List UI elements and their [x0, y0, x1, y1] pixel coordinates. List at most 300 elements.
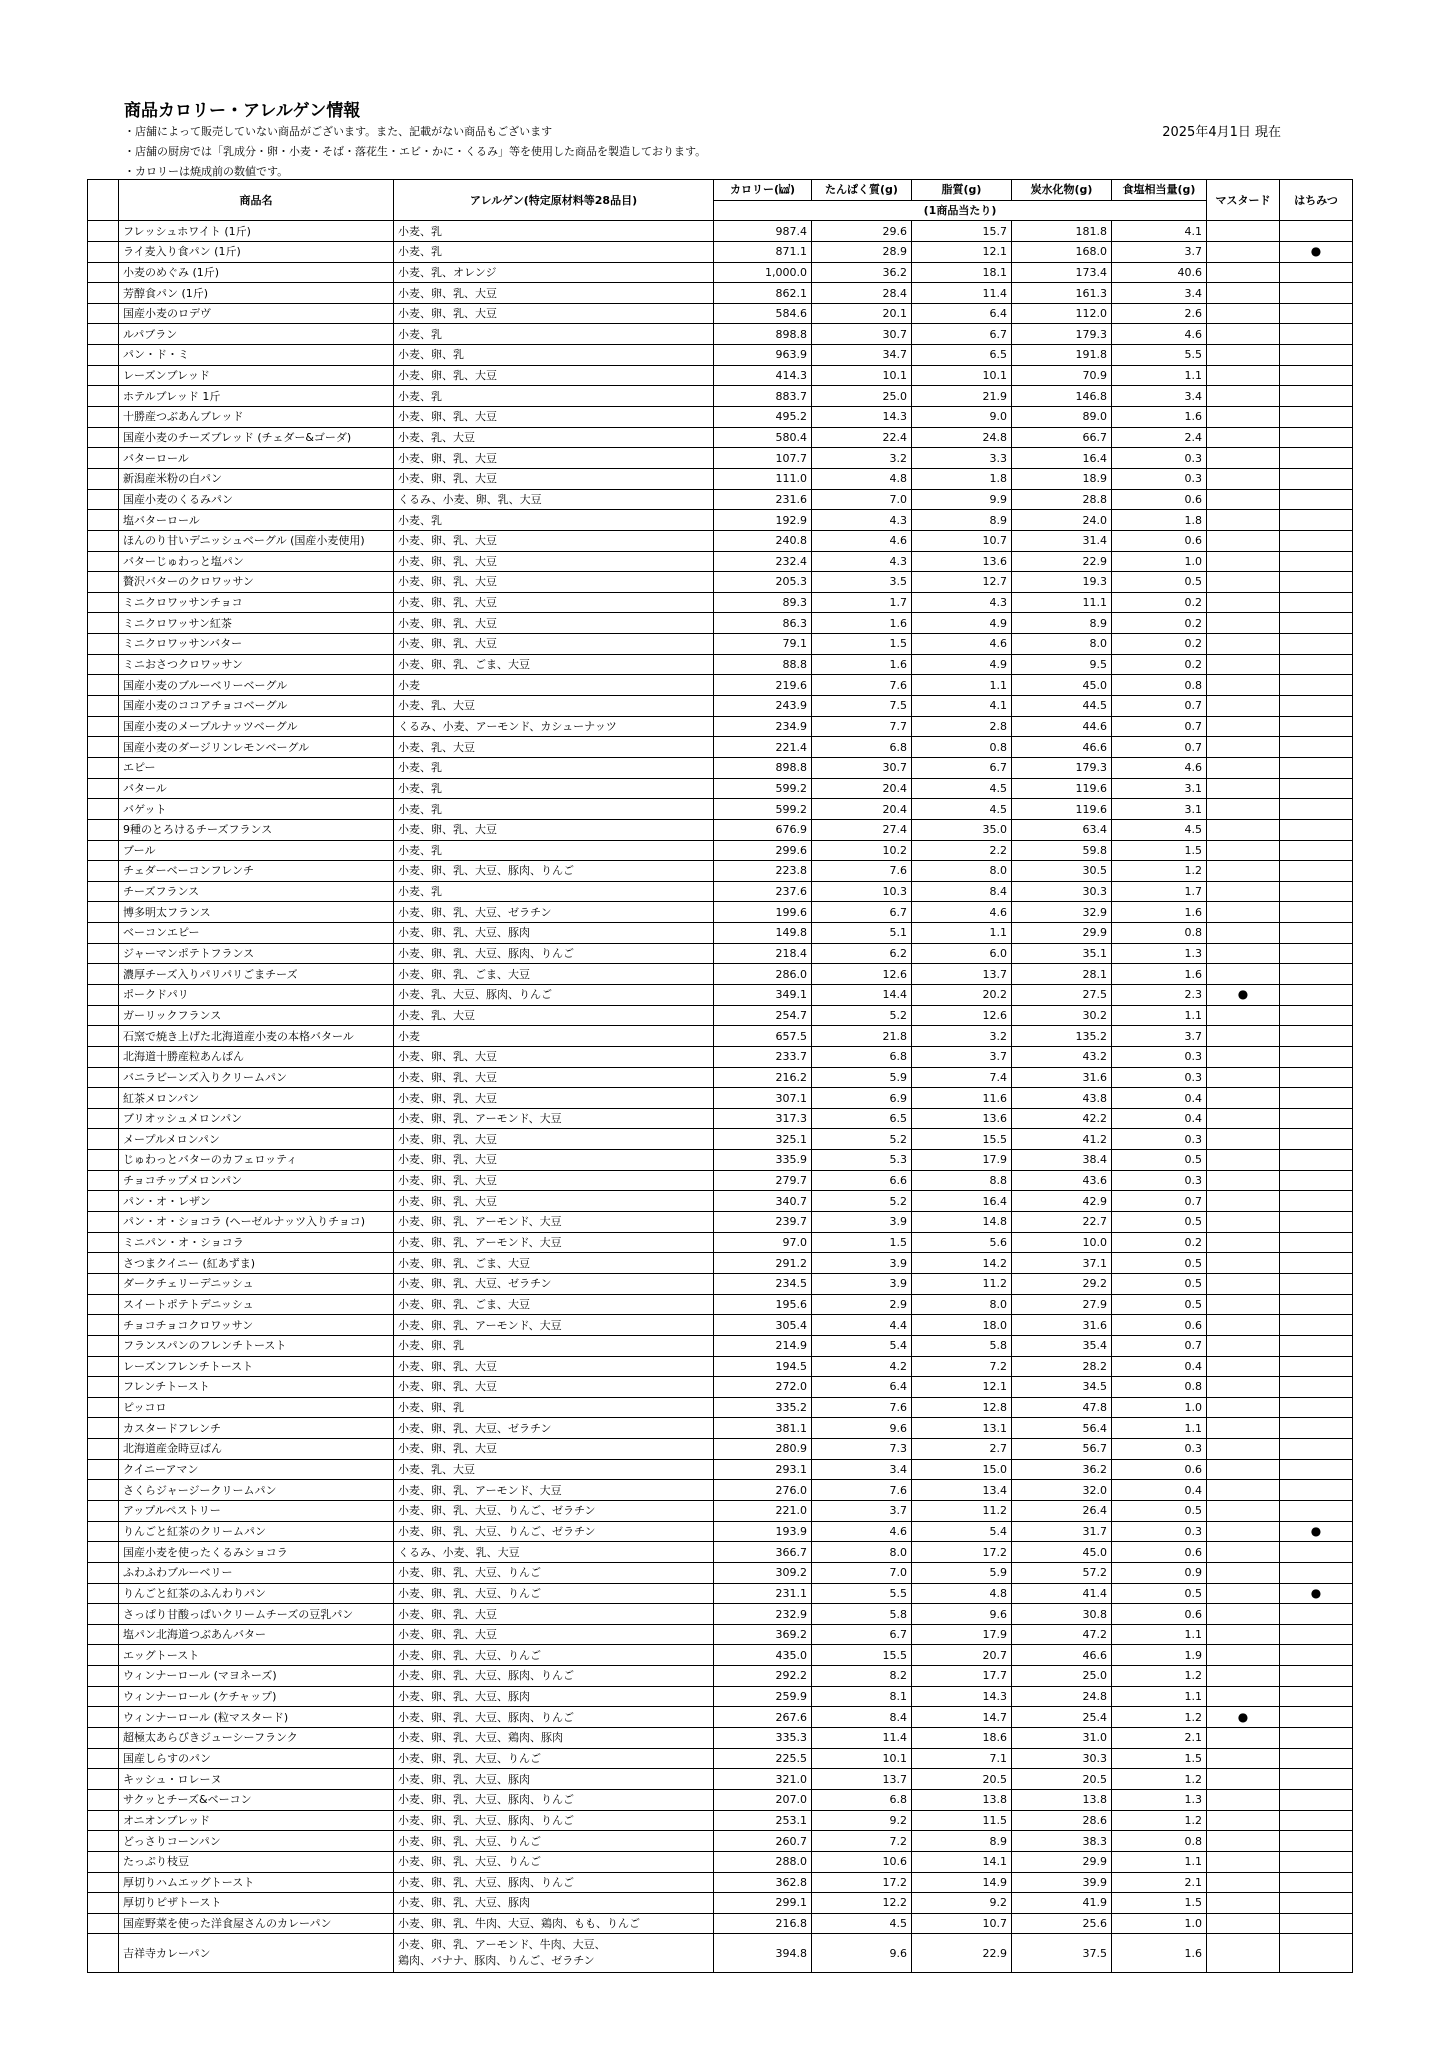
calorie-cell: 321.0: [714, 1769, 812, 1790]
product-name-cell: ふわふわブルーベリー: [119, 1562, 394, 1583]
table-row: [88, 1129, 1353, 1150]
salt-cell: 0.6: [1112, 1604, 1207, 1625]
product-name-cell: ブリオッシュメロンパン: [119, 1108, 394, 1129]
protein-cell: 20.4: [812, 799, 912, 820]
calorie-cell: 580.4: [714, 427, 812, 448]
row-index-cell: [88, 510, 119, 531]
table-row: [88, 634, 1353, 655]
allergen-cell: 小麦、乳: [394, 757, 714, 778]
calorie-cell: 88.8: [714, 654, 812, 675]
product-name-cell: 国産野菜を使った洋食屋さんのカレーパン: [119, 1913, 394, 1934]
protein-cell: 6.5: [812, 1108, 912, 1129]
fat-cell: 11.2: [912, 1273, 1012, 1294]
protein-cell: 11.4: [812, 1728, 912, 1749]
allergen-cell: 小麦、卵、乳、大豆: [394, 1088, 714, 1109]
salt-cell: 1.6: [1112, 1934, 1207, 1973]
honey-cell: [1280, 943, 1353, 964]
carbs-cell: 34.5: [1012, 1377, 1112, 1398]
fat-cell: 15.5: [912, 1129, 1012, 1150]
allergen-cell: 小麦、卵、乳: [394, 1397, 714, 1418]
fat-cell: 4.6: [912, 902, 1012, 923]
row-index-cell: [88, 1562, 119, 1583]
allergen-cell: 小麦、卵、乳、大豆、豚肉: [394, 1893, 714, 1914]
protein-cell: 10.6: [812, 1851, 912, 1872]
table-row: [88, 386, 1353, 407]
salt-cell: 0.8: [1112, 675, 1207, 696]
table-row: [88, 1088, 1353, 1109]
allergen-line: 鶏肉、バナナ、豚肉、りんご、ゼラチン: [398, 1954, 595, 1968]
carbs-cell: 179.3: [1012, 324, 1112, 345]
calorie-cell: 325.1: [714, 1129, 812, 1150]
row-index-cell: [88, 1501, 119, 1522]
fat-cell: 4.1: [912, 696, 1012, 717]
fat-cell: 17.2: [912, 1542, 1012, 1563]
fat-cell: 14.8: [912, 1212, 1012, 1233]
salt-cell: 1.6: [1112, 964, 1207, 985]
honey-cell: [1280, 1397, 1353, 1418]
allergen-cell: 小麦、卵、乳、大豆: [394, 468, 714, 489]
honey-cell: [1280, 964, 1353, 985]
product-name-cell: 国産小麦のロデヴ: [119, 303, 394, 324]
mustard-cell: [1207, 1356, 1280, 1377]
honey-cell: [1280, 1335, 1353, 1356]
product-name-cell: バターロール: [119, 448, 394, 469]
mustard-cell: [1207, 386, 1280, 407]
carbs-cell: 29.2: [1012, 1273, 1112, 1294]
note-2: ・店舗の厨房では「乳成分・卵・小麦・そば・落花生・エビ・かに・くるみ」等を使用した商品を製造しております。: [124, 145, 707, 158]
allergen-cell: 小麦、卵、乳、大豆、ゼラチン: [394, 902, 714, 923]
table-row: [88, 1377, 1353, 1398]
salt-cell: 0.6: [1112, 1542, 1207, 1563]
fat-cell: 14.3: [912, 1686, 1012, 1707]
mustard-cell: [1207, 365, 1280, 386]
row-index-cell: [88, 943, 119, 964]
protein-cell: 7.6: [812, 861, 912, 882]
allergen-cell: 小麦、卵、乳、大豆: [394, 365, 714, 386]
salt-cell: 0.5: [1112, 1294, 1207, 1315]
allergen-cell: 小麦、乳、大豆: [394, 737, 714, 758]
protein-cell: 6.8: [812, 737, 912, 758]
row-index-cell: [88, 468, 119, 489]
row-index-cell: [88, 1707, 119, 1728]
honey-cell: [1280, 716, 1353, 737]
honey-cell: [1280, 1542, 1353, 1563]
fat-cell: 11.5: [912, 1810, 1012, 1831]
calorie-cell: 435.0: [714, 1645, 812, 1666]
calorie-cell: 394.8: [714, 1934, 812, 1973]
salt-cell: 0.6: [1112, 1459, 1207, 1480]
fat-cell: 7.1: [912, 1748, 1012, 1769]
as-of-date: 2025年4月1日 現在: [1162, 125, 1281, 140]
mustard-cell: [1207, 1170, 1280, 1191]
salt-cell: 0.3: [1112, 1521, 1207, 1542]
allergen-cell: 小麦、卵、乳、アーモンド、大豆: [394, 1315, 714, 1336]
protein-cell: 7.0: [812, 489, 912, 510]
salt-cell: 0.4: [1112, 1480, 1207, 1501]
carbs-cell: 10.0: [1012, 1232, 1112, 1253]
fat-cell: 5.8: [912, 1335, 1012, 1356]
carbs-cell: 66.7: [1012, 427, 1112, 448]
calorie-cell: 362.8: [714, 1872, 812, 1893]
row-index-cell: [88, 1666, 119, 1687]
protein-cell: 5.2: [812, 1191, 912, 1212]
protein-cell: 6.7: [812, 1624, 912, 1645]
allergen-cell: 小麦、卵、乳、大豆、豚肉、りんご: [394, 1789, 714, 1810]
protein-cell: 7.3: [812, 1439, 912, 1460]
protein-cell: 25.0: [812, 386, 912, 407]
calorie-cell: 309.2: [714, 1562, 812, 1583]
calorie-cell: 340.7: [714, 1191, 812, 1212]
product-name-cell: りんごと紅茶のふんわりパン: [119, 1583, 394, 1604]
calorie-cell: 599.2: [714, 778, 812, 799]
carbs-cell: 27.9: [1012, 1294, 1112, 1315]
fat-cell: 6.7: [912, 324, 1012, 345]
table-row: [88, 1315, 1353, 1336]
allergen-cell: 小麦、卵、乳、大豆: [394, 303, 714, 324]
table-row: [88, 1212, 1353, 1233]
salt-cell: 1.5: [1112, 1893, 1207, 1914]
carbs-cell: 89.0: [1012, 407, 1112, 428]
row-index-cell: [88, 634, 119, 655]
carbs-cell: 173.4: [1012, 262, 1112, 283]
protein-cell: 4.3: [812, 551, 912, 572]
protein-cell: 9.6: [812, 1418, 912, 1439]
row-index-cell: [88, 551, 119, 572]
product-name-cell: 紅茶メロンパン: [119, 1088, 394, 1109]
product-name-cell: ウィンナーロール (ケチャップ): [119, 1686, 394, 1707]
table-row: [88, 427, 1353, 448]
salt-cell: 0.4: [1112, 1356, 1207, 1377]
mustard-cell: [1207, 1583, 1280, 1604]
fat-cell: 4.5: [912, 799, 1012, 820]
row-index-cell: [88, 530, 119, 551]
table-row: [88, 592, 1353, 613]
allergen-cell: 小麦、乳: [394, 840, 714, 861]
product-name-cell: バタール: [119, 778, 394, 799]
salt-cell: 1.2: [1112, 1810, 1207, 1831]
protein-cell: 10.1: [812, 1748, 912, 1769]
salt-cell: 3.1: [1112, 799, 1207, 820]
mustard-cell: [1207, 1397, 1280, 1418]
table-row: [88, 737, 1353, 758]
carbs-cell: 44.5: [1012, 696, 1112, 717]
row-index-cell: [88, 923, 119, 944]
allergen-cell: 小麦、卵、乳、大豆: [394, 1191, 714, 1212]
protein-cell: 3.4: [812, 1459, 912, 1480]
calorie-cell: 254.7: [714, 1005, 812, 1026]
protein-cell: 30.7: [812, 757, 912, 778]
product-name-cell: 国産小麦のダージリンレモンベーグル: [119, 737, 394, 758]
fat-cell: 5.4: [912, 1521, 1012, 1542]
honey-cell: [1280, 1789, 1353, 1810]
mustard-cell: ●: [1207, 1707, 1280, 1728]
table-row: [88, 1439, 1353, 1460]
product-name-cell: キッシュ・ロレーヌ: [119, 1769, 394, 1790]
calorie-cell: 237.6: [714, 881, 812, 902]
fat-cell: 5.6: [912, 1232, 1012, 1253]
table-row: [88, 923, 1353, 944]
honey-cell: [1280, 324, 1353, 345]
carbs-cell: 29.9: [1012, 923, 1112, 944]
allergen-cell: 小麦、卵、乳、大豆: [394, 1356, 714, 1377]
allergen-cell: 小麦、卵、乳、大豆: [394, 613, 714, 634]
calorie-cell: 292.2: [714, 1666, 812, 1687]
carbs-cell: 46.6: [1012, 1645, 1112, 1666]
mustard-cell: [1207, 1501, 1280, 1522]
product-name-cell: チェダーベーコンフレンチ: [119, 861, 394, 882]
honey-cell: [1280, 757, 1353, 778]
carbs-cell: 45.0: [1012, 675, 1112, 696]
product-name-cell: 吉祥寺カレーパン: [119, 1934, 394, 1973]
salt-cell: 0.7: [1112, 737, 1207, 758]
carbs-cell: 25.6: [1012, 1913, 1112, 1934]
salt-cell: 0.7: [1112, 1335, 1207, 1356]
calorie-cell: 225.5: [714, 1748, 812, 1769]
allergen-cell: 小麦、卵、乳、大豆: [394, 1604, 714, 1625]
row-index-cell: [88, 1686, 119, 1707]
row-index-cell: [88, 1851, 119, 1872]
honey-cell: [1280, 345, 1353, 366]
table-row: [88, 964, 1353, 985]
allergen-cell: 小麦、卵、乳、大豆、豚肉、りんご: [394, 1666, 714, 1687]
mustard-cell: [1207, 262, 1280, 283]
protein-cell: 2.9: [812, 1294, 912, 1315]
calorie-cell: 259.9: [714, 1686, 812, 1707]
table-row: [88, 1707, 1353, 1728]
product-name-cell: ブール: [119, 840, 394, 861]
honey-cell: [1280, 1273, 1353, 1294]
mustard-cell: [1207, 757, 1280, 778]
table-row: [88, 799, 1353, 820]
allergen-cell: 小麦、卵、乳、大豆: [394, 448, 714, 469]
table-row: [88, 778, 1353, 799]
salt-cell: 1.6: [1112, 902, 1207, 923]
row-index-cell: [88, 1046, 119, 1067]
fat-cell: 3.7: [912, 1046, 1012, 1067]
row-index-cell: [88, 1645, 119, 1666]
row-index-cell: [88, 241, 119, 262]
salt-cell: 0.2: [1112, 1232, 1207, 1253]
allergen-cell: 小麦、卵、乳、アーモンド、大豆: [394, 1232, 714, 1253]
row-index-cell: [88, 799, 119, 820]
calorie-cell: 111.0: [714, 468, 812, 489]
protein-cell: 4.4: [812, 1315, 912, 1336]
carbs-cell: 30.5: [1012, 861, 1112, 882]
protein-cell: 3.9: [812, 1273, 912, 1294]
honey-cell: [1280, 510, 1353, 531]
honey-cell: ●: [1280, 1521, 1353, 1542]
product-name-cell: ベーコンエピー: [119, 923, 394, 944]
row-index-cell: [88, 489, 119, 510]
product-name-cell: チーズフランス: [119, 881, 394, 902]
table-row: [88, 1418, 1353, 1439]
honey-cell: [1280, 861, 1353, 882]
salt-cell: 0.5: [1112, 1583, 1207, 1604]
fat-cell: 18.1: [912, 262, 1012, 283]
row-index-cell: [88, 448, 119, 469]
mustard-cell: [1207, 1212, 1280, 1233]
mustard-cell: [1207, 283, 1280, 304]
table-row: [88, 716, 1353, 737]
honey-cell: [1280, 1686, 1353, 1707]
calorie-cell: 253.1: [714, 1810, 812, 1831]
carbs-cell: 37.1: [1012, 1253, 1112, 1274]
salt-cell: 0.5: [1112, 1273, 1207, 1294]
carbs-cell: 43.6: [1012, 1170, 1112, 1191]
mustard-cell: [1207, 489, 1280, 510]
carbs-cell: 25.4: [1012, 1707, 1112, 1728]
calorie-cell: 299.6: [714, 840, 812, 861]
fat-cell: 16.4: [912, 1191, 1012, 1212]
carbs-cell: 25.0: [1012, 1666, 1112, 1687]
fat-header: 脂質(g): [912, 180, 1012, 201]
fat-cell: 2.7: [912, 1439, 1012, 1460]
row-index-cell: [88, 861, 119, 882]
table-row: [88, 757, 1353, 778]
salt-cell: 1.2: [1112, 861, 1207, 882]
row-index-cell: [88, 613, 119, 634]
product-name-cell: 超極太あらびきジューシーフランク: [119, 1728, 394, 1749]
row-index-cell: [88, 1418, 119, 1439]
protein-cell: 1.6: [812, 654, 912, 675]
protein-cell: 4.5: [812, 1913, 912, 1934]
calorie-cell: 97.0: [714, 1232, 812, 1253]
row-index-cell: [88, 1583, 119, 1604]
table-row: [88, 1067, 1353, 1088]
allergen-cell: 小麦、卵、乳、大豆、りんご、ゼラチン: [394, 1501, 714, 1522]
allergen-cell: 小麦、乳: [394, 241, 714, 262]
protein-cell: 5.5: [812, 1583, 912, 1604]
row-index-cell: [88, 964, 119, 985]
fat-cell: 2.8: [912, 716, 1012, 737]
product-name-cell: 濃厚チーズ入りパリパリごまチーズ: [119, 964, 394, 985]
mustard-cell: [1207, 1686, 1280, 1707]
calorie-cell: 221.4: [714, 737, 812, 758]
row-index-cell: [88, 881, 119, 902]
carbs-cell: 70.9: [1012, 365, 1112, 386]
table-row: [88, 1893, 1353, 1914]
allergen-line: 小麦、卵、乳、アーモンド、牛肉、大豆、: [398, 1938, 606, 1952]
honey-cell: [1280, 386, 1353, 407]
mustard-cell: [1207, 407, 1280, 428]
mustard-cell: [1207, 1067, 1280, 1088]
mustard-cell: [1207, 1769, 1280, 1790]
carbs-cell: 35.4: [1012, 1335, 1112, 1356]
carbs-cell: 56.4: [1012, 1418, 1112, 1439]
table-row: [88, 1273, 1353, 1294]
mustard-cell: [1207, 572, 1280, 593]
calorie-cell: 898.8: [714, 324, 812, 345]
nutrition-allergen-table: [87, 179, 1353, 1973]
allergen-cell: くるみ、小麦、卵、乳、大豆: [394, 489, 714, 510]
row-index-cell: [88, 1728, 119, 1749]
table-row: [88, 1542, 1353, 1563]
row-index-cell: [88, 737, 119, 758]
note-3: ・カロリーは焼成前の数値です。: [124, 165, 289, 178]
table-row: [88, 468, 1353, 489]
allergen-cell: 小麦、卵、乳、大豆: [394, 819, 714, 840]
row-index-cell: [88, 819, 119, 840]
allergen-cell: 小麦、卵、乳、ごま、大豆: [394, 654, 714, 675]
row-index-cell: [88, 283, 119, 304]
mustard-cell: [1207, 881, 1280, 902]
allergen-cell: 小麦、卵、乳、大豆、豚肉、りんご: [394, 943, 714, 964]
carbs-cell: 31.6: [1012, 1067, 1112, 1088]
allergen-cell: 小麦、卵、乳、大豆: [394, 1067, 714, 1088]
fat-cell: 6.0: [912, 943, 1012, 964]
row-index-cell: [88, 1480, 119, 1501]
index-header: [88, 180, 119, 221]
carbs-cell: 30.3: [1012, 1748, 1112, 1769]
fat-cell: 1.1: [912, 923, 1012, 944]
fat-cell: 12.1: [912, 1377, 1012, 1398]
mustard-cell: [1207, 510, 1280, 531]
product-name-cell: レーズンブレッド: [119, 365, 394, 386]
row-index-cell: [88, 407, 119, 428]
row-index-cell: [88, 675, 119, 696]
protein-cell: 5.1: [812, 923, 912, 944]
calorie-cell: 286.0: [714, 964, 812, 985]
mustard-cell: [1207, 1624, 1280, 1645]
honey-cell: [1280, 365, 1353, 386]
carbs-cell: 146.8: [1012, 386, 1112, 407]
honey-header: はちみつ: [1280, 180, 1353, 221]
allergen-cell: 小麦、乳、大豆: [394, 1459, 714, 1480]
calorie-cell: 243.9: [714, 696, 812, 717]
row-index-cell: [88, 1294, 119, 1315]
table-row: [88, 1934, 1353, 1973]
honey-cell: [1280, 881, 1353, 902]
allergen-cell: 小麦、卵、乳、大豆、鶏肉、豚肉: [394, 1728, 714, 1749]
protein-cell: 10.3: [812, 881, 912, 902]
mustard-cell: [1207, 964, 1280, 985]
product-name-cell: ミニクロワッサンバター: [119, 634, 394, 655]
table-row: [88, 840, 1353, 861]
mustard-cell: [1207, 1005, 1280, 1026]
carbs-cell: 22.7: [1012, 1212, 1112, 1233]
mustard-cell: [1207, 696, 1280, 717]
honey-cell: [1280, 1026, 1353, 1047]
carbs-cell: 135.2: [1012, 1026, 1112, 1047]
protein-cell: 6.9: [812, 1088, 912, 1109]
carbs-cell: 28.2: [1012, 1356, 1112, 1377]
protein-cell: 4.3: [812, 510, 912, 531]
honey-cell: [1280, 283, 1353, 304]
carbs-cell: 13.8: [1012, 1789, 1112, 1810]
mustard-cell: [1207, 1315, 1280, 1336]
honey-cell: [1280, 984, 1353, 1005]
fat-cell: 12.6: [912, 1005, 1012, 1026]
carbs-cell: 28.1: [1012, 964, 1112, 985]
product-name-cell: 北海道十勝産粒あんぱん: [119, 1046, 394, 1067]
protein-cell: 5.2: [812, 1129, 912, 1150]
salt-cell: 3.4: [1112, 283, 1207, 304]
honey-cell: [1280, 613, 1353, 634]
product-name-cell: ミニクロワッサン紅茶: [119, 613, 394, 634]
carbs-cell: 35.1: [1012, 943, 1112, 964]
carbs-cell: 28.8: [1012, 489, 1112, 510]
table-row: [88, 324, 1353, 345]
salt-cell: 2.4: [1112, 427, 1207, 448]
row-index-cell: [88, 902, 119, 923]
honey-cell: [1280, 1294, 1353, 1315]
mustard-cell: [1207, 468, 1280, 489]
salt-cell: 1.0: [1112, 1397, 1207, 1418]
protein-cell: 1.7: [812, 592, 912, 613]
protein-cell: 20.1: [812, 303, 912, 324]
product-name-cell: ガーリックフランス: [119, 1005, 394, 1026]
honey-cell: [1280, 1046, 1353, 1067]
